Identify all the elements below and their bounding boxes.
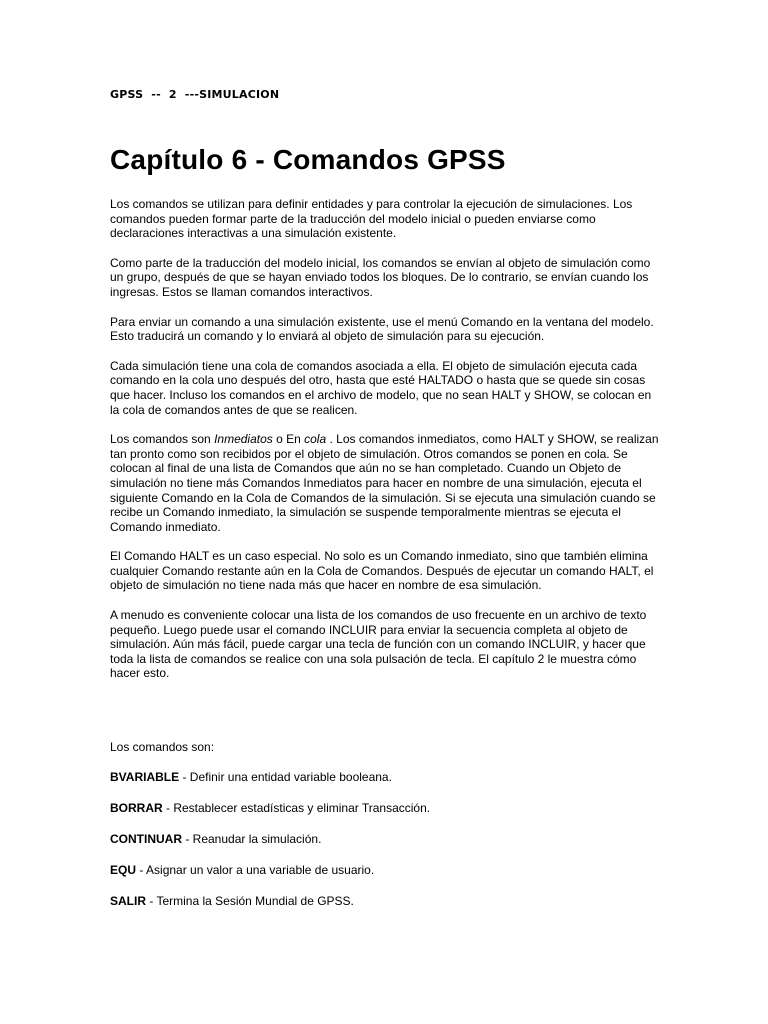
- body-text: [110, 197, 660, 681]
- command-list: [110, 770, 430, 925]
- command-desc: - Asignar un valor a una variable de usuario.: [136, 863, 375, 877]
- command-desc: - Reanudar la simulación.: [182, 832, 322, 846]
- command-name: CONTINUAR: [110, 832, 182, 846]
- command-item-equ: [110, 863, 430, 894]
- paragraph-1: Los comandos se utilizan para definir entidades y para controlar la ejecución de simulaciones. Los comandos pueden formar parte de la traducción del modelo inicial o pueden enviarse como declaraciones interactivas a una simulación existente.: [110, 197, 633, 241]
- paragraph-5-rest: . Los comandos inmediatos, como HALT y SHOW, se realizan tan pronto como son recibidos por el objeto de simulación. Otros comandos se ponen en cola. Se colocan al final de una lista de Comandos que aún no se han completado. Cuando un Objeto de simulación no tiene más Comandos Inmediatos para hacer en nombre de una simulación, ejecuta el siguiente Comando en la Cola de Comandos de la simulación. Si se ejecuta una simulación cuando se recibe un Comando inmediato, la simulación se suspende temporalmente mientras se ejecuta el Comando inmediato.: [110, 432, 659, 534]
- term-cola: cola: [304, 432, 327, 447]
- command-desc: - Termina la Sesión Mundial de GPSS.: [146, 894, 354, 908]
- command-item-continuar: [110, 832, 430, 863]
- command-name: BORRAR: [110, 801, 163, 815]
- command-name: BVARIABLE: [110, 770, 180, 784]
- paragraph-4: Cada simulación tiene una cola de comandos asociada a ella. El objeto de simulación ejecuta cada comando en la cola uno después del otro, hasta que esté HALTADO o hasta que se quede sin cosas que hacer. Incluso los comandos en el archivo de modelo, que no sean HALT y SHOW, se colocan en la cola de comandos antes de que se realicen.: [110, 358, 652, 417]
- paragraph-5-lead: Los comandos son: [110, 432, 215, 447]
- paragraph-2: Como parte de la traducción del modelo inicial, los comandos se envían al objeto de simulación como un grupo, después de que se hayan enviado todos los bloques. De lo contrario, se envían cuando los ingresas. Estos se llaman comandos interactivos.: [110, 255, 651, 299]
- command-item-salir: [110, 894, 430, 925]
- paragraph-6: El Comando HALT es un caso especial. No solo es un Comando inmediato, sino que también elimina cualquier Comando restante aún en la Cola de Comandos. Después de ejecutar un comando HALT, el objeto de simulación no tiene nada más que hacer en nombre de esa simulación.: [110, 549, 654, 593]
- command-desc: - Restablecer estadísticas y eliminar Transacción.: [162, 801, 431, 815]
- command-name: EQU: [110, 863, 137, 877]
- command-name: SALIR: [110, 894, 146, 908]
- commands-intro: Los comandos son:: [110, 740, 215, 754]
- paragraph-7: A menudo es conveniente colocar una lista de los comandos de uso frecuente en un archivo de texto pequeño. Luego puede usar el comando INCLUIR para enviar la secuencia completa al objeto de simulación. Aún más fácil, puede cargar una tecla de función con un comando INCLUIR, y hacer que toda la lista de comandos se realice con una sola pulsación de tecla. El capítulo 2 le muestra cómo hacer esto.: [110, 608, 647, 681]
- command-item-borrar: [110, 801, 430, 832]
- paragraph-5: [110, 432, 660, 534]
- command-item-bvariable: [110, 770, 430, 801]
- command-desc: - Definir una entidad variable booleana.: [179, 770, 392, 784]
- chapter-title: Capítulo 6 - Comandos GPSS: [110, 144, 506, 175]
- document-header: GPSS -- 2 ---SIMULACION: [110, 88, 280, 101]
- term-inmediatos: Inmediatos: [214, 432, 273, 447]
- paragraph-3: Para enviar un comando a una simulación existente, use el menú Comando en la ventana del modelo. Esto traducirá un comando y lo enviará al objeto de simulación para su ejecución.: [110, 314, 654, 344]
- paragraph-5-mid: o En: [272, 432, 305, 447]
